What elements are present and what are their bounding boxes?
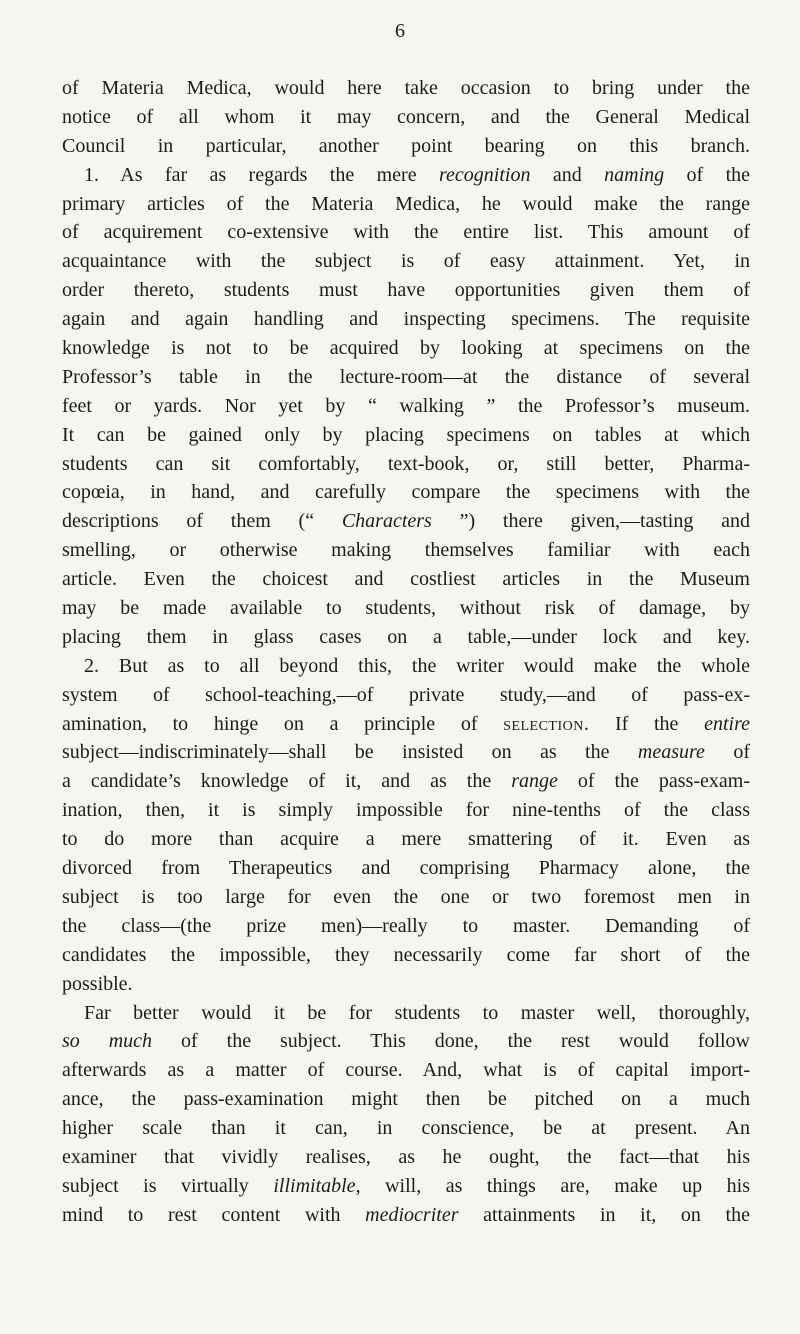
- text-segment: and: [530, 163, 605, 186]
- text-segment: afterwards as a matter of course. And, what is of capital import-: [62, 1059, 750, 1082]
- text-line: [62, 999, 750, 1028]
- text-segment: of the: [664, 163, 750, 186]
- text-line: [62, 103, 750, 132]
- text-segment: feet or yards. Nor yet by “ walking ” the Professor’s museum.: [62, 394, 750, 417]
- text-line: [62, 421, 750, 450]
- page-number: 6: [395, 20, 405, 42]
- text-segment: subject—indiscriminately—shall be insisted on as the: [62, 741, 638, 764]
- text-line: [62, 1201, 750, 1230]
- text-segment: attainments in it, on the: [458, 1203, 750, 1226]
- text-line: [62, 941, 750, 970]
- text-segment: again and again handling and inspecting specimens. The requisite: [62, 308, 750, 331]
- text-line: [62, 392, 750, 421]
- text-segment: amination, to hinge on a principle of: [62, 712, 504, 735]
- text-segment: examiner that vividly realises, as he ought, the fact—that his: [62, 1145, 750, 1168]
- text-segment: copœia, in hand, and carefully compare the specimens with the: [62, 481, 750, 504]
- text-line: [62, 507, 750, 536]
- text-line: [62, 1056, 750, 1085]
- text-segment: 1. As far as regards the mere: [84, 163, 439, 186]
- text-segment: If the: [589, 712, 705, 735]
- text-line: [62, 594, 750, 623]
- text-segment: students can sit comfortably, text-book, or, still better, Pharma-: [62, 452, 750, 475]
- text-line: [62, 363, 750, 392]
- text-segment: It can be gained only by placing specimens on tables at which: [62, 423, 750, 446]
- text-line: [62, 1172, 750, 1201]
- text-segment: system of school-teaching,—of private study,—and of pass-ex-: [62, 683, 750, 706]
- body-text: [62, 74, 750, 1230]
- text-line: [62, 1085, 750, 1114]
- text-segment: notice of all whom it may concern, and the General Medical: [62, 105, 750, 128]
- text-line: [62, 161, 750, 190]
- text-line: [62, 652, 750, 681]
- text-segment: mediocriter: [365, 1203, 459, 1226]
- text-line: [62, 767, 750, 796]
- text-segment: primary articles of the Materia Medica, he would make the range: [62, 192, 750, 215]
- text-segment: range: [511, 770, 558, 793]
- text-segment: entire: [704, 712, 750, 735]
- text-segment: descriptions of them (“: [62, 510, 342, 533]
- text-line: [62, 450, 750, 479]
- text-segment: of Materia Medica, would here take occasion to bring under the: [62, 77, 750, 99]
- text-line: [62, 854, 750, 883]
- text-line: [62, 825, 750, 854]
- text-segment: to do more than acquire a mere smattering of it. Even as: [62, 828, 750, 851]
- text-segment: measure: [637, 741, 705, 764]
- text-segment: higher scale than it can, in conscience, be at present. An: [62, 1117, 750, 1140]
- text-segment: ”) there given,—tasting and: [431, 510, 750, 533]
- text-line: [62, 334, 750, 363]
- text-line: [62, 1114, 750, 1143]
- text-segment: , will, as things are, make up his: [355, 1174, 750, 1197]
- text-line: [62, 190, 750, 219]
- text-segment: mind to rest content with: [62, 1203, 366, 1226]
- text-segment: of the pass-exam-: [557, 770, 750, 793]
- text-line: [62, 883, 750, 912]
- text-segment: Far better would it be for students to master well, thoroughly,: [84, 1001, 750, 1024]
- text-segment: the class—(the prize men)—really to master. Demanding of: [62, 914, 750, 937]
- text-segment: naming: [604, 163, 665, 186]
- text-line: [62, 681, 750, 710]
- text-segment: a candidate’s knowledge of it, and as the: [62, 770, 512, 793]
- text-segment: of: [704, 741, 750, 764]
- text-line: [62, 247, 750, 276]
- text-segment: selection.: [503, 712, 590, 735]
- text-line: [62, 74, 750, 103]
- text-segment: illimitable: [273, 1174, 356, 1197]
- text-line: [62, 710, 750, 739]
- text-segment: of acquirement co-extensive with the entire list. This amount of: [62, 221, 750, 244]
- text-segment: so much: [62, 1030, 153, 1053]
- text-segment: subject is virtually: [62, 1174, 274, 1197]
- text-line: [62, 305, 750, 334]
- text-segment: ination, then, it is simply impossible for nine-tenths of the class: [62, 799, 750, 822]
- text-segment: recognition: [438, 163, 531, 186]
- text-line: [62, 565, 750, 594]
- text-segment: candidates the impossible, they necessarily come far short of the: [62, 943, 750, 966]
- text-line: [62, 796, 750, 825]
- text-segment: possible.: [62, 972, 133, 995]
- text-line: [62, 1143, 750, 1172]
- text-segment: Characters: [341, 510, 432, 533]
- text-segment: divorced from Therapeutics and comprising Pharmacy alone, the: [62, 857, 750, 880]
- text-segment: order thereto, students must have opportunities given them of: [62, 279, 750, 302]
- text-segment: Council in particular, another point bearing on this branch.: [62, 134, 750, 157]
- text-line: [62, 738, 750, 767]
- text-line: [62, 912, 750, 941]
- text-segment: of the subject. This done, the rest would follow: [152, 1030, 750, 1053]
- text-segment: ance, the pass-examination might then be pitched on a much: [62, 1088, 750, 1111]
- text-line: [62, 132, 750, 161]
- text-segment: article. Even the choicest and costliest articles in the Museum: [62, 568, 750, 591]
- text-segment: acquaintance with the subject is of easy attainment. Yet, in: [62, 250, 750, 273]
- text-segment: 2. But as to all beyond this, the writer would make the whole: [84, 654, 750, 677]
- text-segment: placing them in glass cases on a table,—under lock and key.: [62, 625, 750, 648]
- text-line: [62, 623, 750, 652]
- text-segment: subject is too large for even the one or two foremost men in: [62, 885, 750, 908]
- text-segment: may be made available to students, without risk of damage, by: [62, 597, 750, 620]
- text-line: [62, 970, 750, 999]
- text-line: [62, 478, 750, 507]
- text-line: [62, 276, 750, 305]
- text-segment: knowledge is not to be acquired by looking at specimens on the: [62, 337, 750, 360]
- text-line: [62, 536, 750, 565]
- text-segment: Professor’s table in the lecture-room—at the distance of several: [62, 365, 750, 388]
- text-line: [62, 1027, 750, 1056]
- text-segment: smelling, or otherwise making themselves familiar with each: [62, 539, 750, 562]
- text-line: [62, 218, 750, 247]
